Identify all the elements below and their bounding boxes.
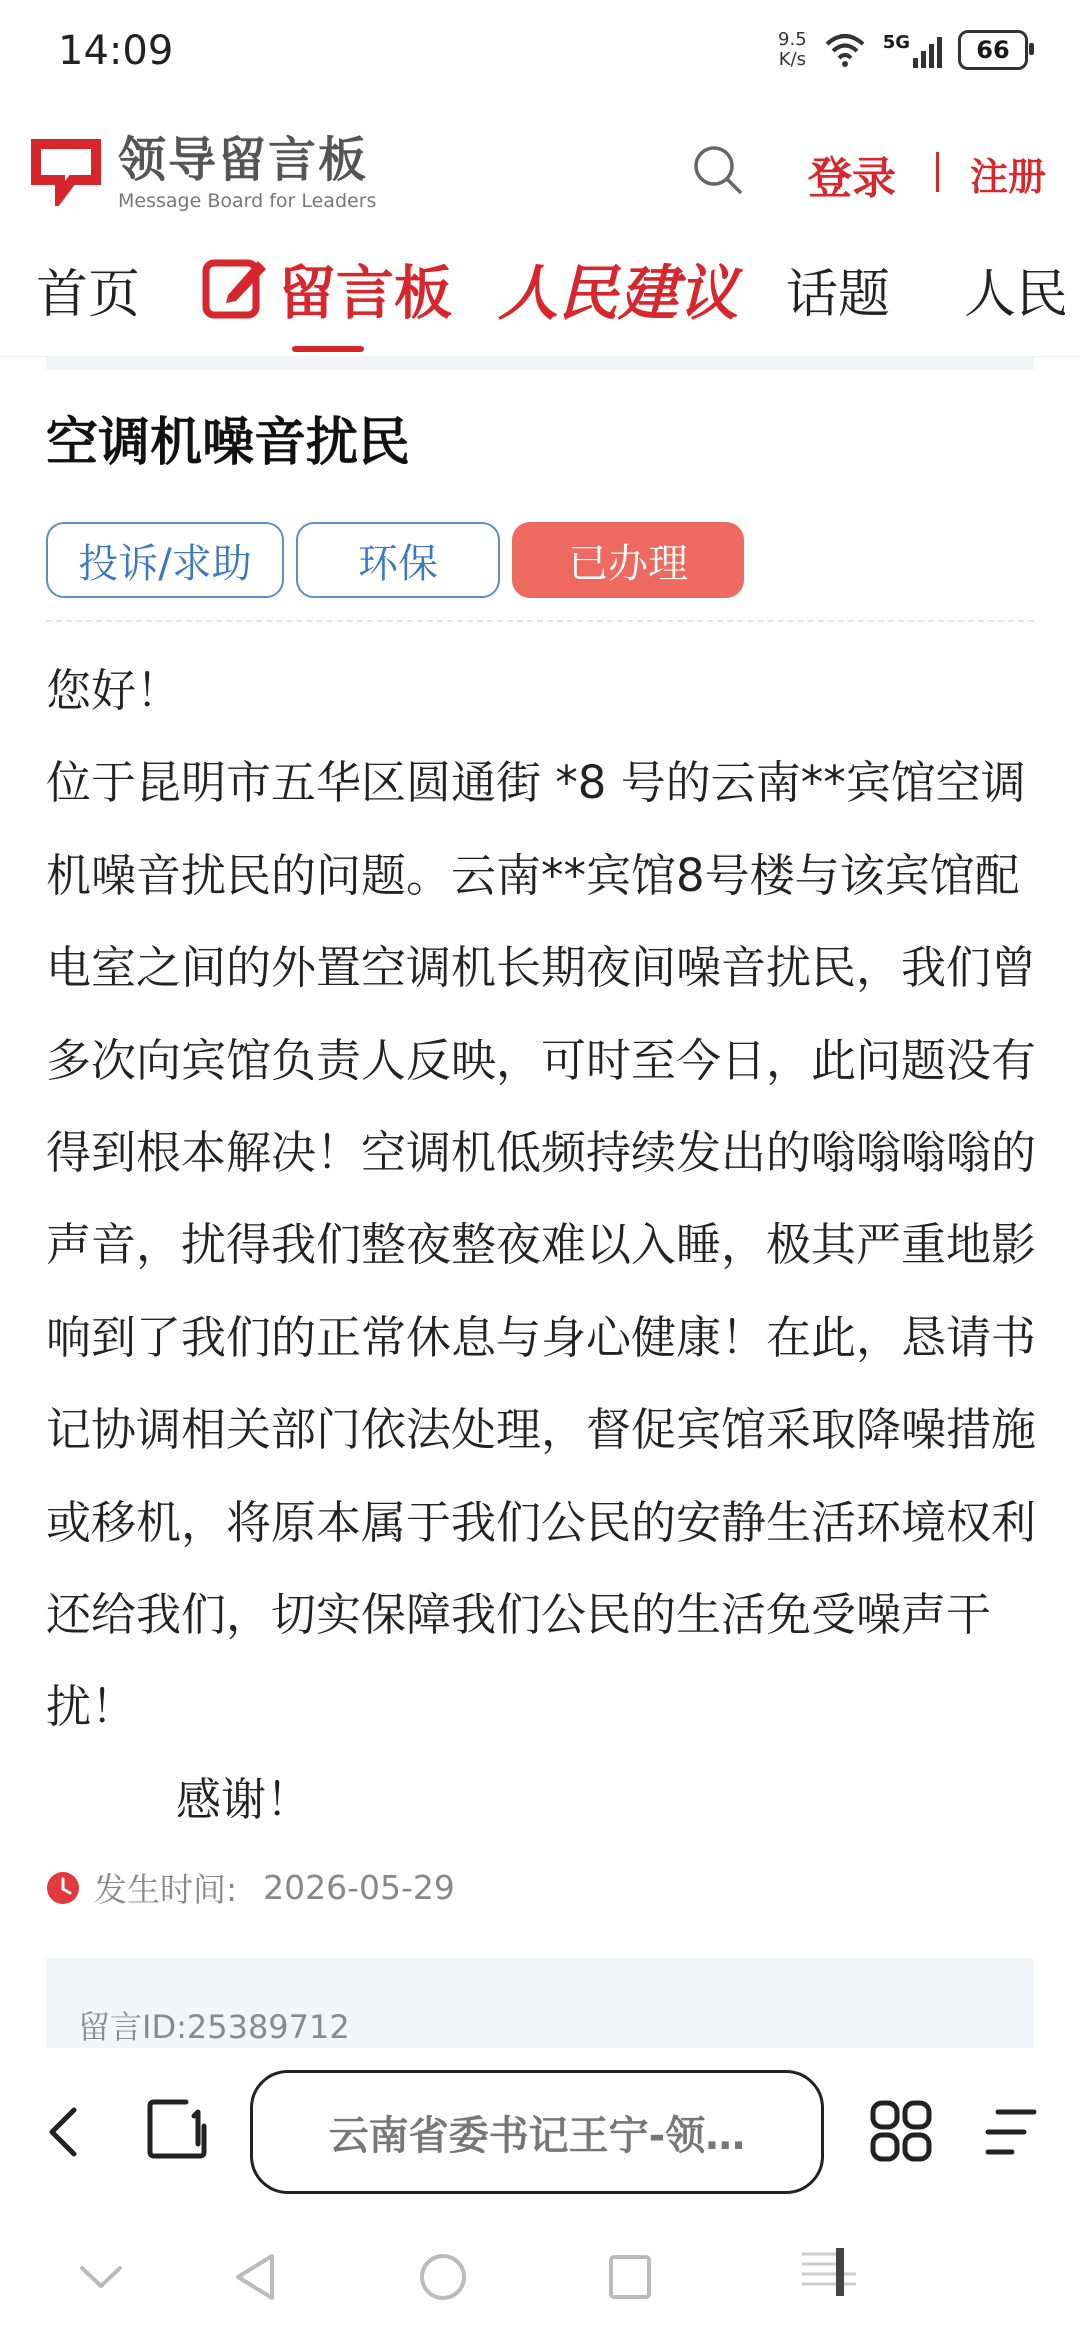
recents-icon[interactable] [608, 2254, 652, 2300]
register-link[interactable]: 注册 [970, 155, 1047, 199]
browser-toolbar [0, 2052, 1080, 2220]
site-logo[interactable] [118, 132, 376, 212]
nav-message-board-label: 留言板 [278, 259, 453, 327]
grid-icon[interactable] [870, 2100, 932, 2162]
address-bar[interactable]: 云南省委书记王宁-领… [250, 2070, 824, 2194]
section-strip [46, 356, 1034, 370]
status-badge: 已办理 [512, 522, 744, 598]
chevron-down-icon[interactable] [78, 2262, 124, 2292]
menu-icon[interactable] [984, 2104, 1040, 2160]
tag-category[interactable]: 投诉/求助 [46, 522, 284, 598]
main-nav [0, 232, 1080, 357]
nav-people[interactable]: 人民 [964, 265, 1069, 325]
net-speed-value: 9.5 [778, 29, 807, 50]
nav-home[interactable]: 首页 [36, 265, 141, 325]
logo-cn: 领导留言板 [118, 132, 369, 188]
nav-active-indicator [292, 346, 364, 352]
network-type: 5G [882, 32, 910, 53]
tabs-icon[interactable] [144, 2096, 210, 2162]
back-icon[interactable] [44, 2104, 84, 2160]
net-speed-unit: K/s [778, 49, 806, 70]
content-divider [46, 620, 1034, 622]
status-time: 14:09 [58, 28, 174, 74]
float-window-icon[interactable] [796, 2242, 864, 2302]
message-thanks: 感谢！ [176, 1772, 312, 1826]
clock-icon [46, 1871, 80, 1905]
logo-mark-icon [30, 134, 102, 206]
tag-domain[interactable]: 环保 [296, 522, 500, 598]
search-icon[interactable] [690, 142, 746, 198]
nav-people-suggestions[interactable]: 人民建议 [498, 259, 738, 329]
time-label: 发生时间: [94, 1870, 238, 1909]
nav-back-icon[interactable] [232, 2252, 278, 2302]
signal-icon [883, 32, 942, 68]
occurrence-time [46, 1864, 455, 1911]
battery-indicator: 66 [958, 30, 1028, 70]
home-icon[interactable] [418, 2252, 468, 2302]
net-speed [778, 30, 807, 70]
nav-topics[interactable]: 话题 [786, 265, 891, 325]
status-bar [0, 0, 1080, 110]
login-link[interactable]: 登录 [808, 153, 896, 204]
edit-icon [200, 253, 270, 323]
logo-en: Message Board for Leaders [118, 190, 377, 212]
system-nav [0, 2220, 1080, 2340]
message-greeting: 您好！ [46, 664, 182, 717]
message-body [46, 645, 1046, 1846]
message-id: 留言ID:25389712 [78, 2008, 350, 2046]
time-value: 2026-05-29 [263, 1868, 455, 1907]
message-content: 位于昆明市五华区圆通街 *8 号的云南**宾馆空调机噪音扰民的问题。云南**宾馆8号楼与该宾馆配电室之间的外置空调机长期夜间噪音扰民，我们曾多次向宾馆负责人反映，可时至今日，此问题没有得到根本解决！空调机低频持续发出的嗡嗡嗡嗡的声音，扰得我们整夜整夜难以入睡，极其严重地影响到了我们的正常休息与身心健康！在此，恳请书记协调相关部门依法处理，督促宾馆采取降噪措施或移机，将原本属于我们公民的安静生活环境权利还给我们，切实保障我们公民的生活免受噪声干扰！ [46, 756, 1037, 1734]
message-title: 空调机噪音扰民 [46, 413, 411, 473]
site-header [0, 112, 1080, 232]
nav-message-board[interactable] [200, 246, 452, 330]
wifi-icon [823, 32, 867, 68]
header-divider [936, 152, 939, 192]
status-icons [778, 30, 1028, 70]
